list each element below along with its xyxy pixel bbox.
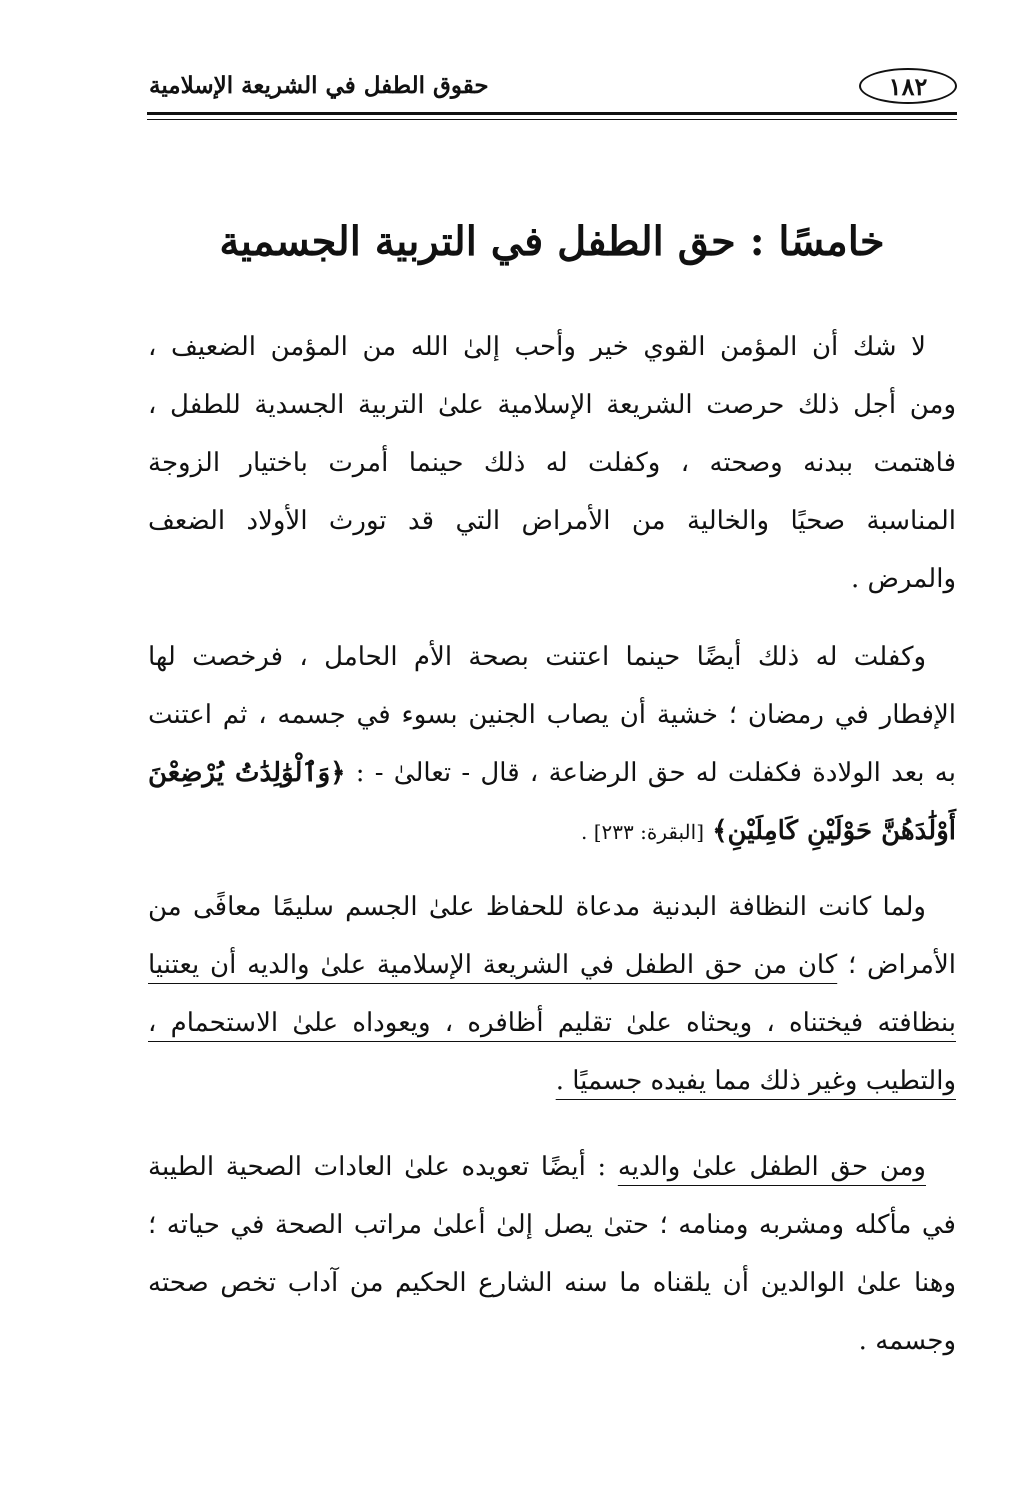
- page-number: ١٨٢: [859, 68, 957, 104]
- text-line: [148, 936, 956, 994]
- underlined-text: كان من حق الطفل في الشريعة الإسلامية علىٰ والديه أن يعتنيا: [148, 950, 838, 980]
- text-segment: به بعد الولادة فكفلت له حق الرضاعة ، قال - تعالىٰ - :: [355, 758, 956, 788]
- text-line: والمرض .: [850, 564, 956, 594]
- underlined-text: والتطيب وغير ذلك مما يفيده جسميًا .: [555, 1066, 956, 1096]
- paragraph-1: [148, 318, 956, 608]
- text-line: وكفلت له ذلك أيضًا حينما اعتنت بصحة الأم الحامل ، فرخصت لها: [148, 642, 926, 672]
- section-heading: خامسًا : حق الطفل في التربية الجسمية: [219, 218, 885, 265]
- underlined-text: ومن حق الطفل علىٰ والديه: [617, 1152, 926, 1182]
- running-title: حقوق الطفل في الشريعة الإسلامية: [149, 72, 489, 99]
- text-segment: : أيضًا تعويده علىٰ العادات الصحية الطيبة: [148, 1152, 607, 1182]
- text-line: الإفطار في رمضان ؛ خشية أن يصاب الجنين بسوء في جسمه ، ثم اعتنت: [148, 700, 956, 730]
- text-line: [148, 744, 956, 802]
- text-line: [148, 1138, 956, 1196]
- verse-reference: [البقرة: ٢٣٣] .: [581, 820, 704, 844]
- underlined-text: بنظافته فيختناه ، ويحثاه علىٰ تقليم أظافره ، ويعوداه علىٰ الاستحمام ،: [148, 1008, 956, 1038]
- text-line: المناسبة صحيًا والخالية من الأمراض التي قد تورث الأولاد الضعف: [148, 506, 956, 536]
- text-line: ومن أجل ذلك حرصت الشريعة الإسلامية علىٰ التربية الجسدية للطفل ،: [148, 390, 956, 420]
- text-line: لا شك أن المؤمن القوي خير وأحب إلىٰ الله من المؤمن الضعيف ،: [148, 332, 926, 362]
- text-line: ولما كانت النظافة البدنية مدعاة للحفاظ علىٰ الجسم سليمًا معافًى من: [148, 892, 926, 922]
- header-rule: [147, 112, 957, 115]
- text-line: في مأكله ومشربه ومنامه ؛ حتىٰ يصل إلىٰ أعلىٰ مراتب الصحة في حياته ؛: [148, 1210, 956, 1240]
- text-line: فاهتمت ببدنه وصحته ، وكفلت له ذلك حينما أمرت باختيار الزوجة: [148, 448, 956, 478]
- paragraph-4: [148, 1138, 956, 1370]
- text-line: وجسمه .: [858, 1326, 956, 1356]
- paragraph-3: [148, 878, 956, 1110]
- text-line: [148, 1052, 956, 1110]
- text-line: وهنا علىٰ الوالدين أن يلقناه ما سنه الشارع الحكيم من آداب تخص صحته: [148, 1268, 956, 1298]
- quran-verse: أَوْلَٰدَهُنَّ حَوْلَيْنِ كَامِلَيْنِ﴾: [712, 816, 956, 846]
- text-segment: الأمراض ؛: [847, 950, 956, 980]
- header-rule-thin: [147, 119, 957, 120]
- paragraph-2: [148, 628, 956, 860]
- running-header: [147, 62, 957, 110]
- quran-verse: ﴿وَٱلْوَٰلِدَٰتُ يُرْضِعْنَ: [148, 758, 346, 788]
- text-line: [148, 802, 956, 860]
